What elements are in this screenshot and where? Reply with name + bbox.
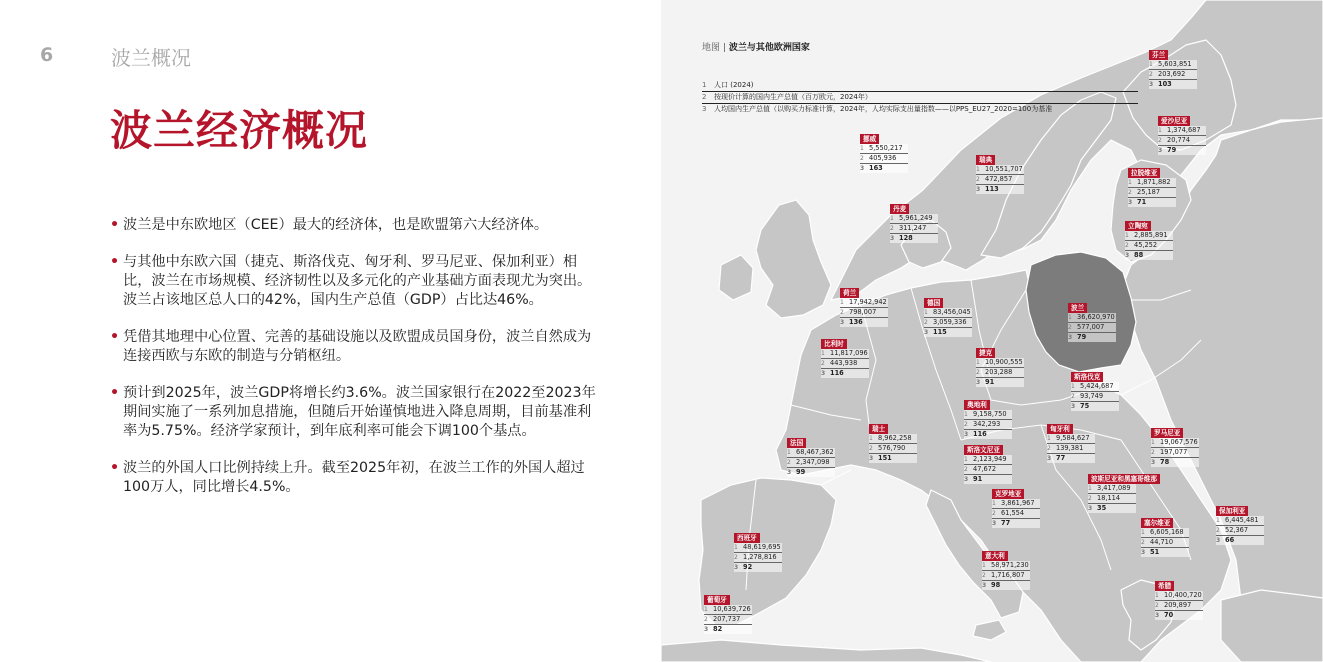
population-value: 10,400,720	[1164, 591, 1202, 599]
gdp-row: 2 197,077	[1151, 448, 1199, 458]
country-callout	[787, 438, 835, 477]
gdp-value: 342,293	[973, 420, 1001, 428]
population-row: 1 3,417,089	[1088, 484, 1136, 494]
population-value: 5,550,217	[869, 144, 903, 152]
bullet-text: 预计到2025年，波兰GDP将增长约3.6%。波兰国家银行在2022至2023年期间实施了一系列加息措施，但随后开始谨慎地进入降息周期，目前基准利率为5.75%。经济学家预计，到年底利率可能会下调100个基点。	[123, 385, 596, 439]
country-callout	[869, 424, 917, 463]
population-row: 1 3,861,967	[992, 499, 1040, 509]
population-value: 17,942,942	[849, 298, 887, 306]
population-row: 1 8,962,258	[869, 434, 917, 444]
gdp-row: 2 139,381	[1047, 444, 1095, 454]
gdp-row: 2 47,672	[964, 465, 1012, 475]
legend-number: 1	[702, 81, 707, 89]
population-row: 1 5,961,249	[890, 214, 938, 224]
country-name: 比利时	[821, 339, 847, 349]
population-value: 19,067,576	[1160, 438, 1198, 446]
gdp-row: 2 203,692	[1149, 70, 1197, 80]
gdp-row: 2 61,554	[992, 509, 1040, 519]
population-value: 5,424,687	[1080, 382, 1114, 390]
country-callout	[992, 489, 1040, 528]
country-name: 西班牙	[734, 533, 760, 543]
population-row: 1 83,456,045	[924, 308, 971, 316]
bullet-item	[110, 328, 596, 366]
land-africa	[661, 640, 991, 662]
bullet-item	[110, 216, 596, 235]
ppp-value: 103	[1158, 80, 1172, 88]
ppp-value: 115	[933, 328, 947, 336]
legend-row	[702, 80, 1138, 92]
map-title	[702, 40, 810, 53]
ppp-row: 3 35	[1088, 504, 1136, 513]
gdp-value: 443,938	[830, 359, 858, 367]
gdp-value: 405,936	[869, 154, 897, 162]
country-callout	[976, 155, 1024, 194]
country-name: 斯洛伐克	[1071, 372, 1103, 382]
ppp-value: 51	[1150, 548, 1160, 556]
population-row: 1 17,942,942	[840, 298, 887, 306]
country-name: 挪威	[860, 134, 879, 144]
country-name: 克罗地亚	[992, 489, 1024, 499]
gdp-value: 20,774	[1167, 136, 1191, 144]
ppp-value: 91	[985, 378, 995, 386]
map-title-text: 波兰与其他欧洲国家	[728, 43, 810, 53]
gdp-value: 52,367	[1225, 526, 1249, 534]
gdp-value: 209,897	[1164, 601, 1192, 609]
map-title-separator: |	[722, 43, 726, 53]
bullet-icon: •	[110, 217, 120, 233]
ppp-value: 136	[849, 318, 863, 326]
ppp-value: 113	[985, 185, 999, 193]
ppp-value: 82	[713, 625, 723, 633]
map-caption: 地图	[702, 43, 721, 53]
gdp-row: 2 44,710	[1141, 538, 1189, 548]
gdp-row: 2 203,288	[976, 368, 1024, 378]
ppp-row: 3 116	[964, 430, 1012, 439]
gdp-value: 577,007	[1077, 323, 1105, 331]
ppp-value: 128	[899, 234, 913, 242]
country-callout	[1071, 372, 1119, 411]
country-callout	[1149, 50, 1197, 89]
country-name: 丹麦	[890, 204, 909, 214]
population-row: 1 5,550,217	[860, 144, 908, 154]
page-title: 波兰经济概况	[110, 106, 369, 155]
ppp-value: 78	[1160, 458, 1170, 466]
population-value: 9,158,750	[973, 410, 1007, 418]
gdp-row: 2 577,007	[1068, 323, 1116, 333]
gdp-row: 2 1,716,807	[982, 571, 1030, 581]
ppp-row: 3 98	[982, 581, 1030, 590]
gdp-value: 311,247	[899, 224, 927, 232]
ppp-row: 3 103	[1149, 80, 1197, 89]
population-value: 2,123,949	[973, 455, 1007, 463]
country-name: 芬兰	[1149, 50, 1168, 60]
gdp-value: 576,790	[878, 444, 906, 452]
gdp-value: 25,187	[1137, 188, 1161, 196]
country-callout	[1128, 168, 1176, 207]
gdp-value: 203,288	[985, 368, 1013, 376]
population-value: 1,374,687	[1167, 126, 1201, 134]
population-value: 5,603,851	[1158, 60, 1192, 68]
country-callout	[1158, 116, 1206, 155]
population-value: 11,817,096	[830, 349, 868, 357]
bullet-icon: •	[110, 385, 120, 401]
ppp-value: 88	[1134, 251, 1144, 259]
ppp-row: 3 136	[840, 318, 888, 327]
gdp-row: 2 405,936	[860, 154, 908, 164]
gdp-row: 2 209,897	[1155, 601, 1203, 611]
population-value: 83,456,045	[933, 308, 971, 316]
ppp-row: 3 88	[1125, 251, 1173, 260]
population-value: 3,417,089	[1097, 484, 1131, 492]
ppp-row: 3 116	[821, 369, 869, 378]
legend-text: 按现价计算的国内生产总值（百万欧元，2024年）	[714, 93, 872, 101]
gdp-value: 61,554	[1001, 509, 1025, 517]
ppp-row: 3 70	[1155, 611, 1203, 620]
population-row: 1 5,424,687	[1071, 382, 1119, 392]
land-sicily	[973, 620, 1006, 640]
ppp-value: 151	[878, 454, 892, 462]
ppp-row: 3 113	[976, 185, 1024, 194]
population-value: 3,861,967	[1001, 499, 1035, 507]
ppp-row: 3 79	[1068, 333, 1116, 342]
gdp-row: 2 45,252	[1125, 241, 1173, 251]
country-name: 奥地利	[964, 400, 990, 410]
gdp-row: 2 443,938	[821, 359, 869, 369]
page-number: 6	[40, 44, 54, 66]
bullet-icon: •	[110, 254, 120, 270]
legend-text: 人口 (2024)	[714, 81, 754, 89]
population-value: 48,619,695	[743, 543, 781, 551]
gdp-value: 203,692	[1158, 70, 1186, 78]
population-value: 8,962,258	[878, 434, 912, 442]
gdp-row: 2 1,278,816	[734, 553, 782, 563]
map-panel	[661, 0, 1323, 662]
population-value: 1,871,882	[1137, 178, 1171, 186]
land-turkey	[1221, 590, 1323, 662]
population-row: 1 2,885,891	[1125, 231, 1173, 241]
gdp-row: 2 20,774	[1158, 136, 1206, 146]
ppp-row: 3 51	[1141, 548, 1189, 557]
gdp-row: 2 52,367	[1216, 526, 1264, 536]
ppp-row: 3 79	[1158, 146, 1206, 155]
population-value: 9,584,627	[1056, 434, 1090, 442]
legend-number: 2	[702, 93, 707, 101]
ppp-value: 77	[1056, 454, 1066, 462]
ppp-row: 3 151	[869, 454, 917, 463]
country-name: 德国	[924, 298, 943, 308]
legend-text: 人均国内生产总值（以购买力标准计算，2024年，人均实际支出量指数——以PPS_EU27_2020=100为基准	[714, 105, 1053, 113]
ppp-row: 3 99	[787, 468, 835, 477]
population-value: 58,971,230	[991, 561, 1029, 569]
bullet-icon: •	[110, 329, 120, 345]
ppp-value: 71	[1137, 198, 1147, 206]
gdp-value: 2,347,098	[796, 458, 830, 466]
gdp-value: 1,278,816	[743, 553, 777, 561]
bullet-item	[110, 384, 596, 441]
population-value: 6,605,168	[1150, 528, 1184, 536]
bullet-text: 波兰是中东欧地区（CEE）最大的经济体，也是欧盟第六大经济体。	[123, 217, 549, 233]
gdp-row: 2 311,247	[890, 224, 938, 234]
ppp-row: 3 115	[924, 328, 972, 337]
ppp-row: 3 71	[1128, 198, 1176, 207]
ppp-value: 70	[1164, 611, 1174, 619]
gdp-value: 1,716,807	[991, 571, 1025, 579]
country-callout	[924, 298, 972, 337]
ppp-value: 35	[1097, 504, 1107, 512]
ppp-value: 116	[973, 430, 987, 438]
ppp-value: 92	[743, 563, 753, 571]
country-callout	[976, 348, 1024, 387]
bullet-item	[110, 253, 596, 310]
population-value: 10,551,707	[985, 165, 1023, 173]
gdp-row: 2 207,737	[704, 615, 752, 625]
bullet-list	[110, 216, 596, 515]
gdp-value: 798,007	[849, 308, 877, 316]
country-name: 匈牙利	[1047, 424, 1073, 434]
gdp-row: 2 25,187	[1128, 188, 1176, 198]
gdp-row: 2 798,007	[840, 308, 888, 318]
map-legend	[702, 80, 1138, 115]
population-row: 1 6,445,481	[1216, 516, 1264, 526]
legend-row	[702, 104, 1138, 115]
country-name: 斯洛文尼亚	[964, 445, 1003, 455]
gdp-row: 2 2,347,098	[787, 458, 835, 468]
ppp-row: 3 91	[964, 475, 1012, 484]
country-callout	[840, 288, 888, 327]
population-row: 1 5,603,851	[1149, 60, 1197, 70]
country-callout	[1216, 506, 1264, 545]
country-name: 拉脱维亚	[1128, 168, 1160, 178]
ppp-value: 79	[1077, 333, 1087, 341]
country-name: 瑞士	[869, 424, 888, 434]
ppp-value: 79	[1167, 146, 1177, 154]
country-name: 塞尔维亚	[1141, 518, 1173, 528]
gdp-value: 93,749	[1080, 392, 1104, 400]
ppp-value: 91	[973, 475, 983, 483]
country-callout	[1088, 474, 1160, 513]
ppp-row: 3 163	[860, 164, 908, 173]
ppp-value: 163	[869, 164, 883, 172]
population-row: 1 1,871,882	[1128, 178, 1176, 188]
population-row: 1 10,900,555	[976, 358, 1023, 366]
gdp-value: 3,059,336	[933, 318, 967, 326]
country-name: 瑞典	[976, 155, 995, 165]
bullet-text: 波兰的外国人口比例持续上升。截至2025年初，在波兰工作的外国人超过100万人，同比增长4.5%。	[123, 460, 585, 495]
country-name: 捷克	[976, 348, 995, 358]
population-row: 1 48,619,695	[734, 543, 781, 551]
country-callout	[734, 533, 782, 572]
country-name: 荷兰	[840, 288, 859, 298]
country-name: 保加利亚	[1216, 506, 1248, 516]
ppp-row: 3 82	[704, 625, 752, 634]
text-panel	[0, 0, 661, 662]
gdp-row: 2 342,293	[964, 420, 1012, 430]
population-row: 1 10,639,726	[704, 605, 751, 613]
legend-row	[702, 92, 1138, 104]
country-callout	[821, 339, 869, 378]
country-callout	[1151, 428, 1199, 467]
land-uk	[756, 200, 831, 318]
ppp-value: 99	[796, 468, 806, 476]
country-callout	[1125, 221, 1173, 260]
country-callout	[704, 595, 752, 634]
ppp-value: 75	[1080, 402, 1090, 410]
legend-number: 3	[702, 105, 707, 113]
country-name: 葡萄牙	[704, 595, 730, 605]
country-name: 法国	[787, 438, 806, 448]
ppp-row: 3 91	[976, 378, 1024, 387]
gdp-row: 2 472,857	[976, 175, 1024, 185]
country-callout	[1047, 424, 1095, 463]
bullet-text: 凭借其地理中心位置、完善的基础设施以及欧盟成员国身份，波兰自然成为连接西欧与东欧的制造与分销枢纽。	[123, 329, 592, 364]
ppp-value: 98	[991, 581, 1001, 589]
gdp-row: 2 18,114	[1088, 494, 1136, 504]
country-name: 波斯尼亚和黑塞哥维那	[1088, 474, 1160, 484]
population-value: 10,900,555	[985, 358, 1023, 366]
population-row: 1 19,067,576	[1151, 438, 1198, 446]
country-callout	[1155, 581, 1203, 620]
population-row: 1 36,620,970	[1068, 313, 1115, 321]
population-row: 1 6,605,168	[1141, 528, 1189, 538]
ppp-row: 3 92	[734, 563, 782, 572]
ppp-value: 66	[1225, 536, 1235, 544]
population-row: 1 1,374,687	[1158, 126, 1206, 136]
country-callout	[982, 551, 1030, 590]
country-name: 立陶宛	[1125, 221, 1151, 231]
population-row: 1 9,158,750	[964, 410, 1012, 420]
ppp-row: 3 75	[1071, 402, 1119, 411]
country-callout	[1141, 518, 1189, 557]
ppp-row: 3 77	[1047, 454, 1095, 463]
population-row: 1 9,584,627	[1047, 434, 1095, 444]
gdp-value: 197,077	[1160, 448, 1188, 456]
gdp-row: 2 93,749	[1071, 392, 1119, 402]
population-value: 68,467,362	[796, 448, 834, 456]
population-row: 1 58,971,230	[982, 561, 1029, 569]
country-callout	[860, 134, 908, 173]
country-callout	[1068, 303, 1116, 342]
country-name: 希腊	[1155, 581, 1174, 591]
gdp-value: 18,114	[1097, 494, 1121, 502]
gdp-value: 139,381	[1056, 444, 1084, 452]
gdp-value: 207,737	[713, 615, 741, 623]
population-row: 1 68,467,362	[787, 448, 834, 456]
ppp-row: 3 128	[890, 234, 938, 243]
population-row: 1 11,817,096	[821, 349, 868, 357]
ppp-value: 116	[830, 369, 844, 377]
ppp-row: 3 77	[992, 519, 1040, 528]
gdp-row: 2 3,059,336	[924, 318, 972, 328]
country-name: 爱沙尼亚	[1158, 116, 1190, 126]
country-callout	[964, 400, 1012, 439]
gdp-value: 472,857	[985, 175, 1013, 183]
ppp-row: 3 66	[1216, 536, 1264, 545]
country-callout	[890, 204, 938, 243]
bullet-text: 与其他中东欧六国（捷克、斯洛伐克、匈牙利、罗马尼亚、保加利亚）相比，波兰在市场规模、经济韧性以及多元化的产业基础方面表现尤为突出。波兰占该地区总人口的42%，国内生产总值（GDP）占比达46%。	[123, 254, 592, 308]
country-name: 波兰	[1068, 303, 1087, 313]
land-ireland	[719, 255, 753, 300]
population-value: 5,961,249	[899, 214, 933, 222]
gdp-value: 47,672	[973, 465, 997, 473]
country-name: 罗马尼亚	[1151, 428, 1183, 438]
country-callout	[964, 445, 1012, 484]
population-value: 10,639,726	[713, 605, 751, 613]
population-value: 36,620,970	[1077, 313, 1115, 321]
bullet-icon: •	[110, 460, 120, 476]
population-value: 6,445,481	[1225, 516, 1259, 524]
population-value: 2,885,891	[1134, 231, 1168, 239]
population-row: 1 10,551,707	[976, 165, 1023, 173]
gdp-value: 45,252	[1134, 241, 1158, 249]
gdp-row: 2 576,790	[869, 444, 917, 454]
population-row: 1 2,123,949	[964, 455, 1012, 465]
ppp-row: 3 78	[1151, 458, 1199, 467]
ppp-value: 77	[1001, 519, 1011, 527]
section-header: 波兰概况	[111, 46, 191, 70]
population-row: 1 10,400,720	[1155, 591, 1202, 599]
country-name: 意大利	[982, 551, 1008, 561]
bullet-item	[110, 459, 596, 497]
gdp-value: 44,710	[1150, 538, 1174, 546]
